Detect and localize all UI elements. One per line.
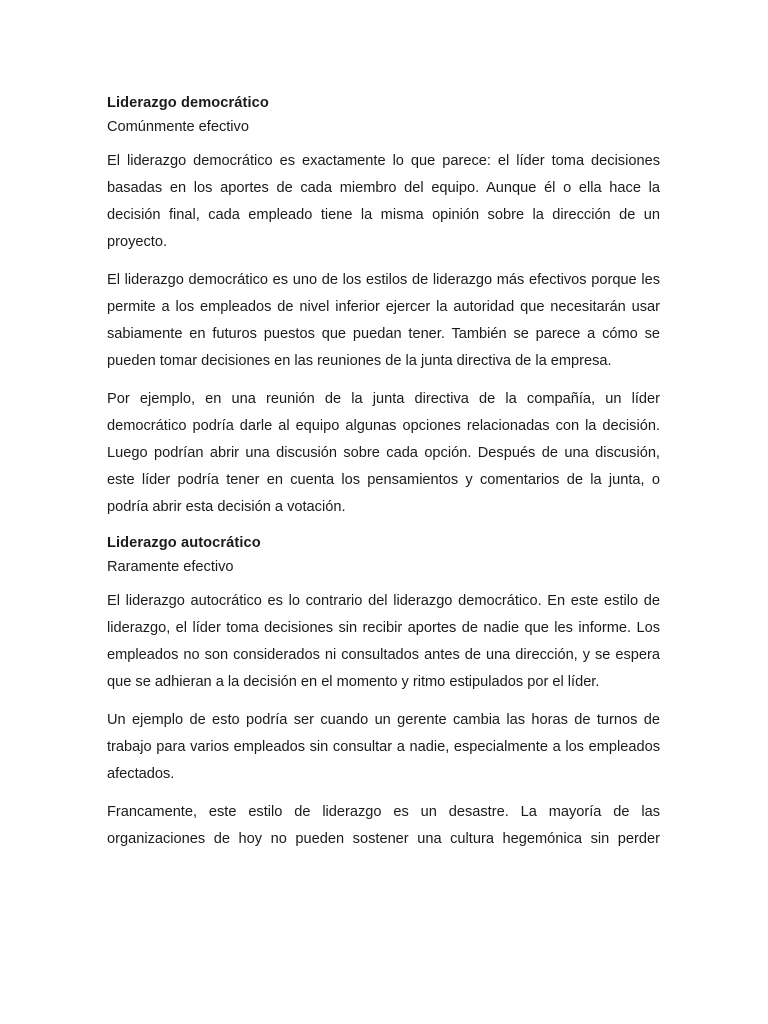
section-subheading: Raramente efectivo (107, 559, 234, 575)
section-heading: Liderazgo autocrático (107, 535, 261, 551)
section-heading: Liderazgo democrático (107, 95, 269, 111)
paragraph: El liderazgo democrático es uno de los estilos de liderazgo más efectivos porque les permite a los empleados de nivel inferior ejercer la autoridad que necesitarán usar sabiamente en futuros puestos que puedan tener. También se parece a cómo se pueden tomar decisiones en las reuniones de la junta directiva de la empresa. (107, 272, 660, 369)
section-subheading: Comúnmente efectivo (107, 119, 249, 135)
paragraph: El liderazgo democrático es exactamente lo que parece: el líder toma decisiones basadas en los aportes de cada miembro del equipo. Aunque él o ella hace la decisión final, cada empleado tiene la misma opinión sobre la dirección de un proyecto. (107, 153, 660, 250)
paragraph: El liderazgo autocrático es lo contrario del liderazgo democrático. En este estilo de liderazgo, el líder toma decisiones sin recibir aportes de nadie que les informe. Los empleados no son considerados ni consultados antes de una dirección, y se espera que se adhieran a la decisión en el momento y ritmo estipulados por el líder. (107, 593, 660, 690)
paragraph-truncated: Francamente, este estilo de liderazgo es un desastre. La mayoría de las organizaciones de hoy no pueden sostener una cultura hegemónica sin perder (107, 804, 660, 847)
section-democratic-leadership (107, 92, 660, 521)
document-page (107, 92, 660, 853)
paragraph: Por ejemplo, en una reunión de la junta directiva de la compañía, un líder democrático podría darle al equipo algunas opciones relacionadas con la decisión. Luego podrían abrir una discusión sobre cada opción. Después de una discusión, este líder podría tener en cuenta los pensamientos y comentarios de la junta, o podría abrir esta decisión a votación. (107, 391, 660, 515)
section-autocratic-leadership (107, 532, 660, 853)
paragraph: Un ejemplo de esto podría ser cuando un gerente cambia las horas de turnos de trabajo para varios empleados sin consultar a nadie, especialmente a los empleados afectados. (107, 712, 660, 782)
